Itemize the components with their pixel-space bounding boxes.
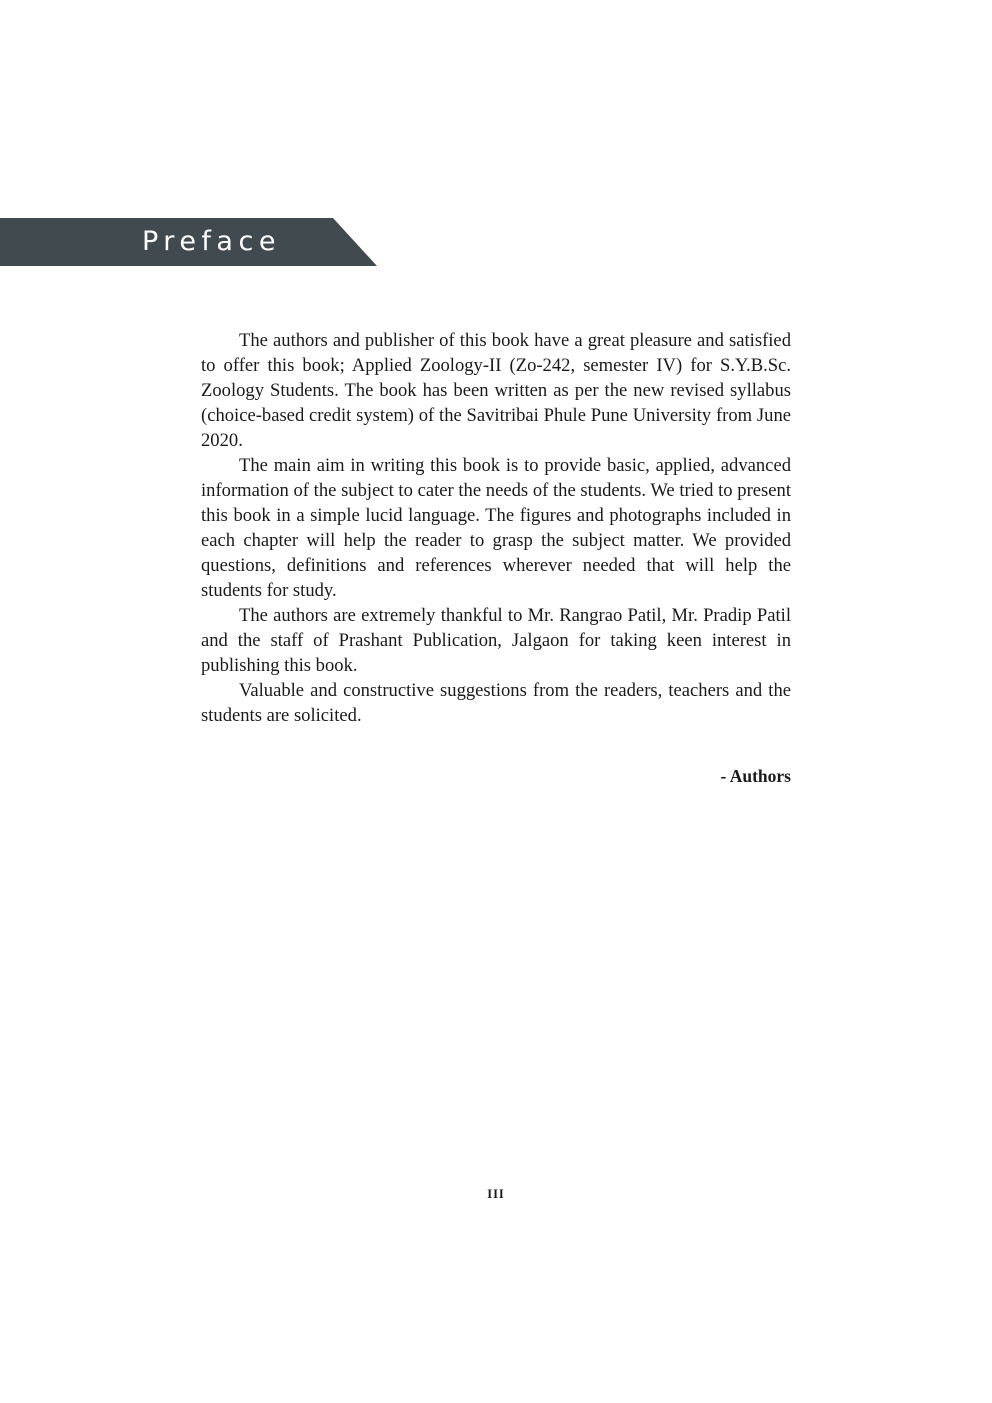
paragraph-2: The main aim in writing this book is to provide basic, applied, advanced information of the subject to cater the needs of the students. We tried to present this book in a simple lucid language. The figures and photographs included in each chapter will help the reader to grasp the subject matter. We provided questions, definitions and references wherever needed that will help the students for study. (201, 455, 791, 601)
preface-banner (0, 218, 377, 266)
paragraph-4: Valuable and constructive suggestions from the readers, teachers and the students are solicited. (201, 680, 791, 726)
paragraph-3: The authors are extremely thankful to Mr. Rangrao Patil, Mr. Pradip Patil and the staff of Prashant Publication, Jalgaon for taking keen interest in publishing this book. (201, 605, 791, 676)
page-number: III (487, 1187, 505, 1201)
paragraph-1: The authors and publisher of this book have a great pleasure and satisfied to offer this book; Applied Zoology-II (Zo-242, semester IV) for S.Y.B.Sc. Zoology Students. The book has been written as per the new revised syllabus (choice-based credit system) of the Savitribai Phule Pune University from June 2020. (201, 330, 791, 451)
preface-body (201, 328, 791, 728)
authors-signature: - Authors (720, 766, 791, 786)
page-title: Preface (142, 226, 281, 257)
